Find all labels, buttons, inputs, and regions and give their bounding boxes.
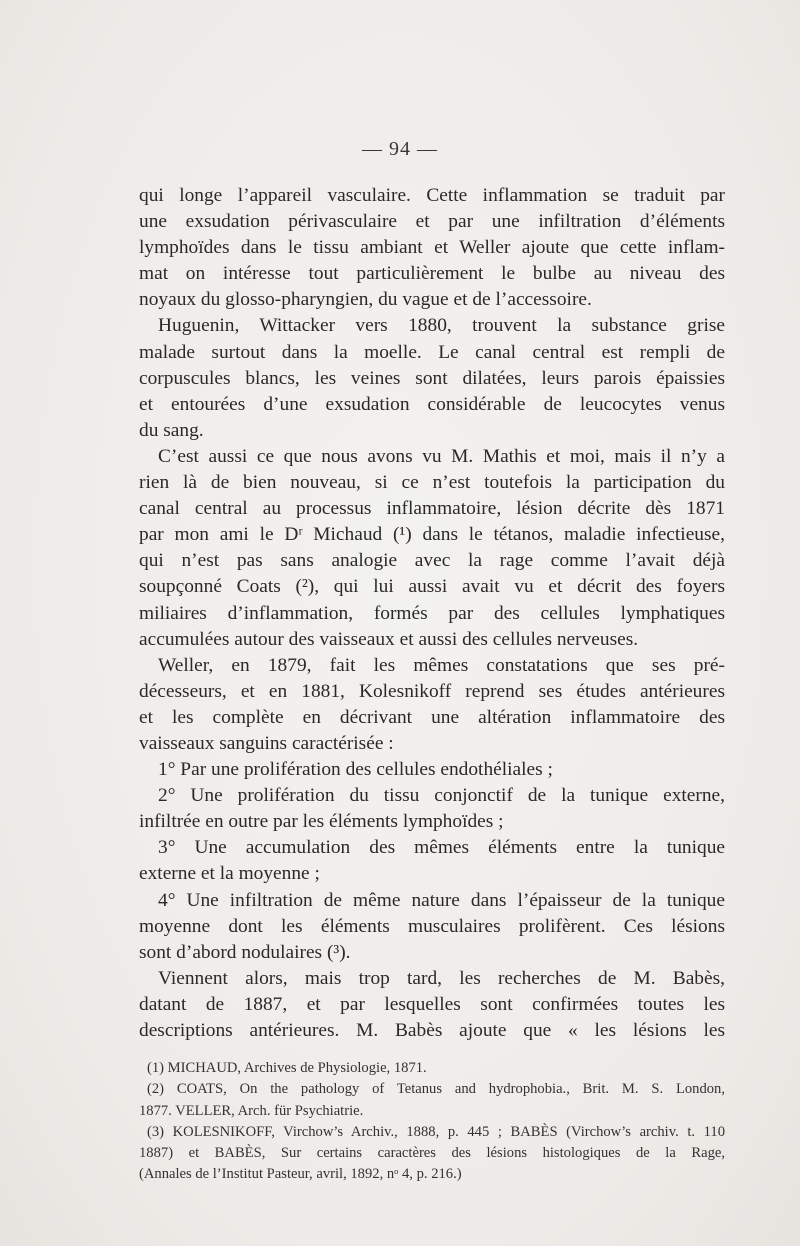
text-line: Weller, en 1879, fait les mêmes constatations que ses pré-	[158, 654, 725, 676]
text-line: 4° Une infiltration de même nature dans l’épaisseur de la tunique	[158, 889, 725, 911]
text-line: Huguenin, Wittacker vers 1880, trouvent la substance grise	[158, 315, 725, 337]
text-line: qui n’est pas sans analogie avec la rage comme l’avait déjà	[139, 550, 725, 572]
footnote-line: (1) MICHAUD, Archives de Physiologie, 1871.	[147, 1060, 427, 1076]
text-line: par mon ami le Dʳ Michaud (¹) dans le tétanos, maladie infectieuse,	[139, 524, 725, 546]
text-line: soupçonné Coats (²), qui lui aussi avait vu et décrit des foyers	[139, 576, 725, 598]
text-line: miliaires d’inflammation, formés par des cellules lymphatiques	[139, 602, 725, 624]
text-line: sont d’abord nodulaires (³).	[139, 941, 351, 963]
footnote-line: (Annales de l’Institut Pasteur, avril, 1892, nᵒ 4, p. 216.)	[139, 1166, 462, 1183]
text-line: mat on intéresse tout particulièrement le bulbe au niveau des	[139, 263, 725, 285]
text-line: rien là de bien nouveau, si ce n’est toutefois la participation du	[139, 472, 725, 494]
text-line: lymphoïdes dans le tissu ambiant et Weller ajoute que cette inflam-	[139, 237, 725, 259]
text-line: datant de 1887, et par lesquelles sont confirmées toutes les	[139, 993, 725, 1015]
page-number: — 94 —	[362, 138, 438, 160]
text-line: canal central au processus inflammatoire, lésion décrite dès 1871	[139, 498, 725, 520]
text-line: une exsudation périvasculaire et par une infiltration d’éléments	[139, 211, 725, 233]
footnotes	[139, 1058, 725, 1186]
footnote-line: 1877. VELLER, Arch. für Psychiatrie.	[139, 1102, 364, 1119]
text-line: Viennent alors, mais trop tard, les recherches de M. Babès,	[158, 967, 725, 989]
text-line: du sang.	[139, 419, 204, 441]
text-line: 1° Par une prolifération des cellules endothéliales ;	[158, 759, 553, 781]
text-line: descriptions antérieures. M. Babès ajoute que « les lésions les	[139, 1020, 725, 1041]
text-line: moyenne dont les éléments musculaires prolifèrent. Ces lésions	[139, 915, 725, 937]
text-line: 2° Une prolifération du tissu conjonctif de la tunique externe,	[158, 785, 725, 807]
text-line: 3° Une accumulation des mêmes éléments entre la tunique	[158, 837, 725, 859]
main-text	[139, 183, 725, 1044]
text-line: et les complète en décrivant une altération inflammatoire des	[139, 706, 725, 728]
text-line: corpuscules blancs, les veines sont dilatées, leurs parois épaissies	[139, 367, 725, 389]
text-line: malade surtout dans la moelle. Le canal central est rempli de	[139, 341, 725, 363]
text-line: C’est aussi ce que nous avons vu M. Mathis et moi, mais il n’y a	[158, 445, 725, 467]
footnote-line: (3) KOLESNIKOFF, Virchow’s Archiv., 1888, p. 445 ; BABÈS (Virchow’s archiv. t. 110	[147, 1123, 725, 1140]
text-line: noyaux du glosso-pharyngien, du vague et de l’accessoire.	[139, 289, 592, 311]
text-line: vaisseaux sanguins caractérisée :	[139, 732, 394, 754]
footnote-line: (2) COATS, On the pathology of Tetanus and hydrophobia., Brit. M. S. London,	[147, 1081, 725, 1098]
footnote-line: 1887) et BABÈS, Sur certains caractères des lésions histologiques de la Rage,	[139, 1145, 725, 1162]
text-line: et entourées d’une exsudation considérable de leucocytes venus	[139, 393, 725, 415]
text-line: externe et la moyenne ;	[139, 863, 320, 885]
text-line: accumulées autour des vaisseaux et aussi des cellules nerveuses.	[139, 628, 639, 650]
text-line: qui longe l’appareil vasculaire. Cette inflammation se traduit par	[139, 185, 725, 206]
text-line: infiltrée en outre par les éléments lymphoïdes ;	[139, 811, 504, 833]
text-line: décesseurs, et en 1881, Kolesnikoff reprend ses études antérieures	[139, 680, 725, 702]
